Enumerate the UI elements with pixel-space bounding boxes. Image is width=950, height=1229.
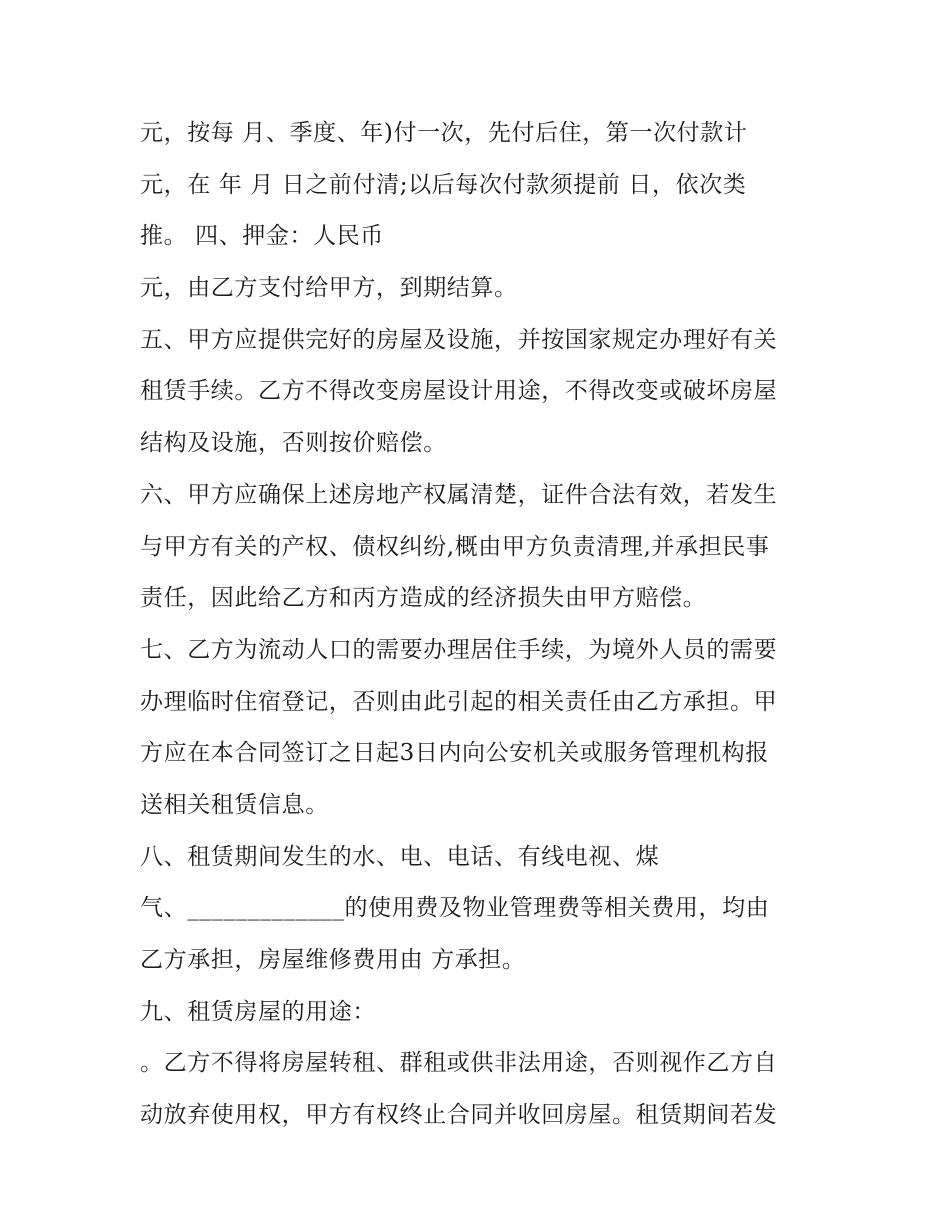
text-line: 气、_____________的使用费及物业管理费等相关费用，均由 [140, 895, 770, 922]
text-line: 租赁手续。乙方不得改变房屋设计用途，不得改变或破坏房屋 [140, 378, 778, 405]
text-line: 送相关租赁信息。 [140, 791, 329, 818]
text-line: 责任，因此给乙方和丙方造成的经济损失由甲方赔偿。 [140, 585, 707, 612]
text-line: 。乙方不得将房屋转租、群租或供非法用途，否则视作乙方自 [140, 1050, 778, 1077]
text-line: 五、甲方应提供完好的房屋及设施，并按国家规定办理好有关 [140, 326, 778, 353]
text-line: 元，在 年 月 日之前付清;以后每次付款须提前 日，依次类 [140, 171, 747, 198]
text-line: 乙方承担，房屋维修费用由 方承担。 [140, 947, 526, 973]
text-line: 办理临时住宿登记，否则由此引起的相关责任由乙方承担。甲 [140, 688, 778, 715]
text-line: 与甲方有关的产权、债权纠纷,概由甲方负责清理,并承担民事 [140, 533, 770, 560]
text-line: 方应在本合同签订之日起3日内向公安机关或服务管理机构报 [140, 740, 769, 767]
text-line: 推。 四、押金：人民币 [140, 223, 384, 250]
contract-text [140, 108, 820, 1142]
text-line: 九、租赁房屋的用途： [140, 998, 376, 1025]
text-line: 结构及设施，否则按价赔偿。 [140, 430, 447, 457]
text-line: 元，按每 月、季度、年)付一次，先付后住，第一次付款计 [140, 120, 748, 146]
text-line: 八、租赁期间发生的水、电、电话、有线电视、煤 [140, 843, 660, 870]
text-line: 七、乙方为流动人口的需要办理居住手续，为境外人员的需要 [140, 636, 778, 663]
text-line: 元，由乙方支付给甲方，到期结算。 [140, 275, 518, 302]
text-line: 动放弃使用权，甲方有权终止合同并收回房屋。租赁期间若发 [140, 1102, 778, 1129]
text-line: 六、甲方应确保上述房地产权属清楚，证件合法有效，若发生 [140, 481, 778, 508]
